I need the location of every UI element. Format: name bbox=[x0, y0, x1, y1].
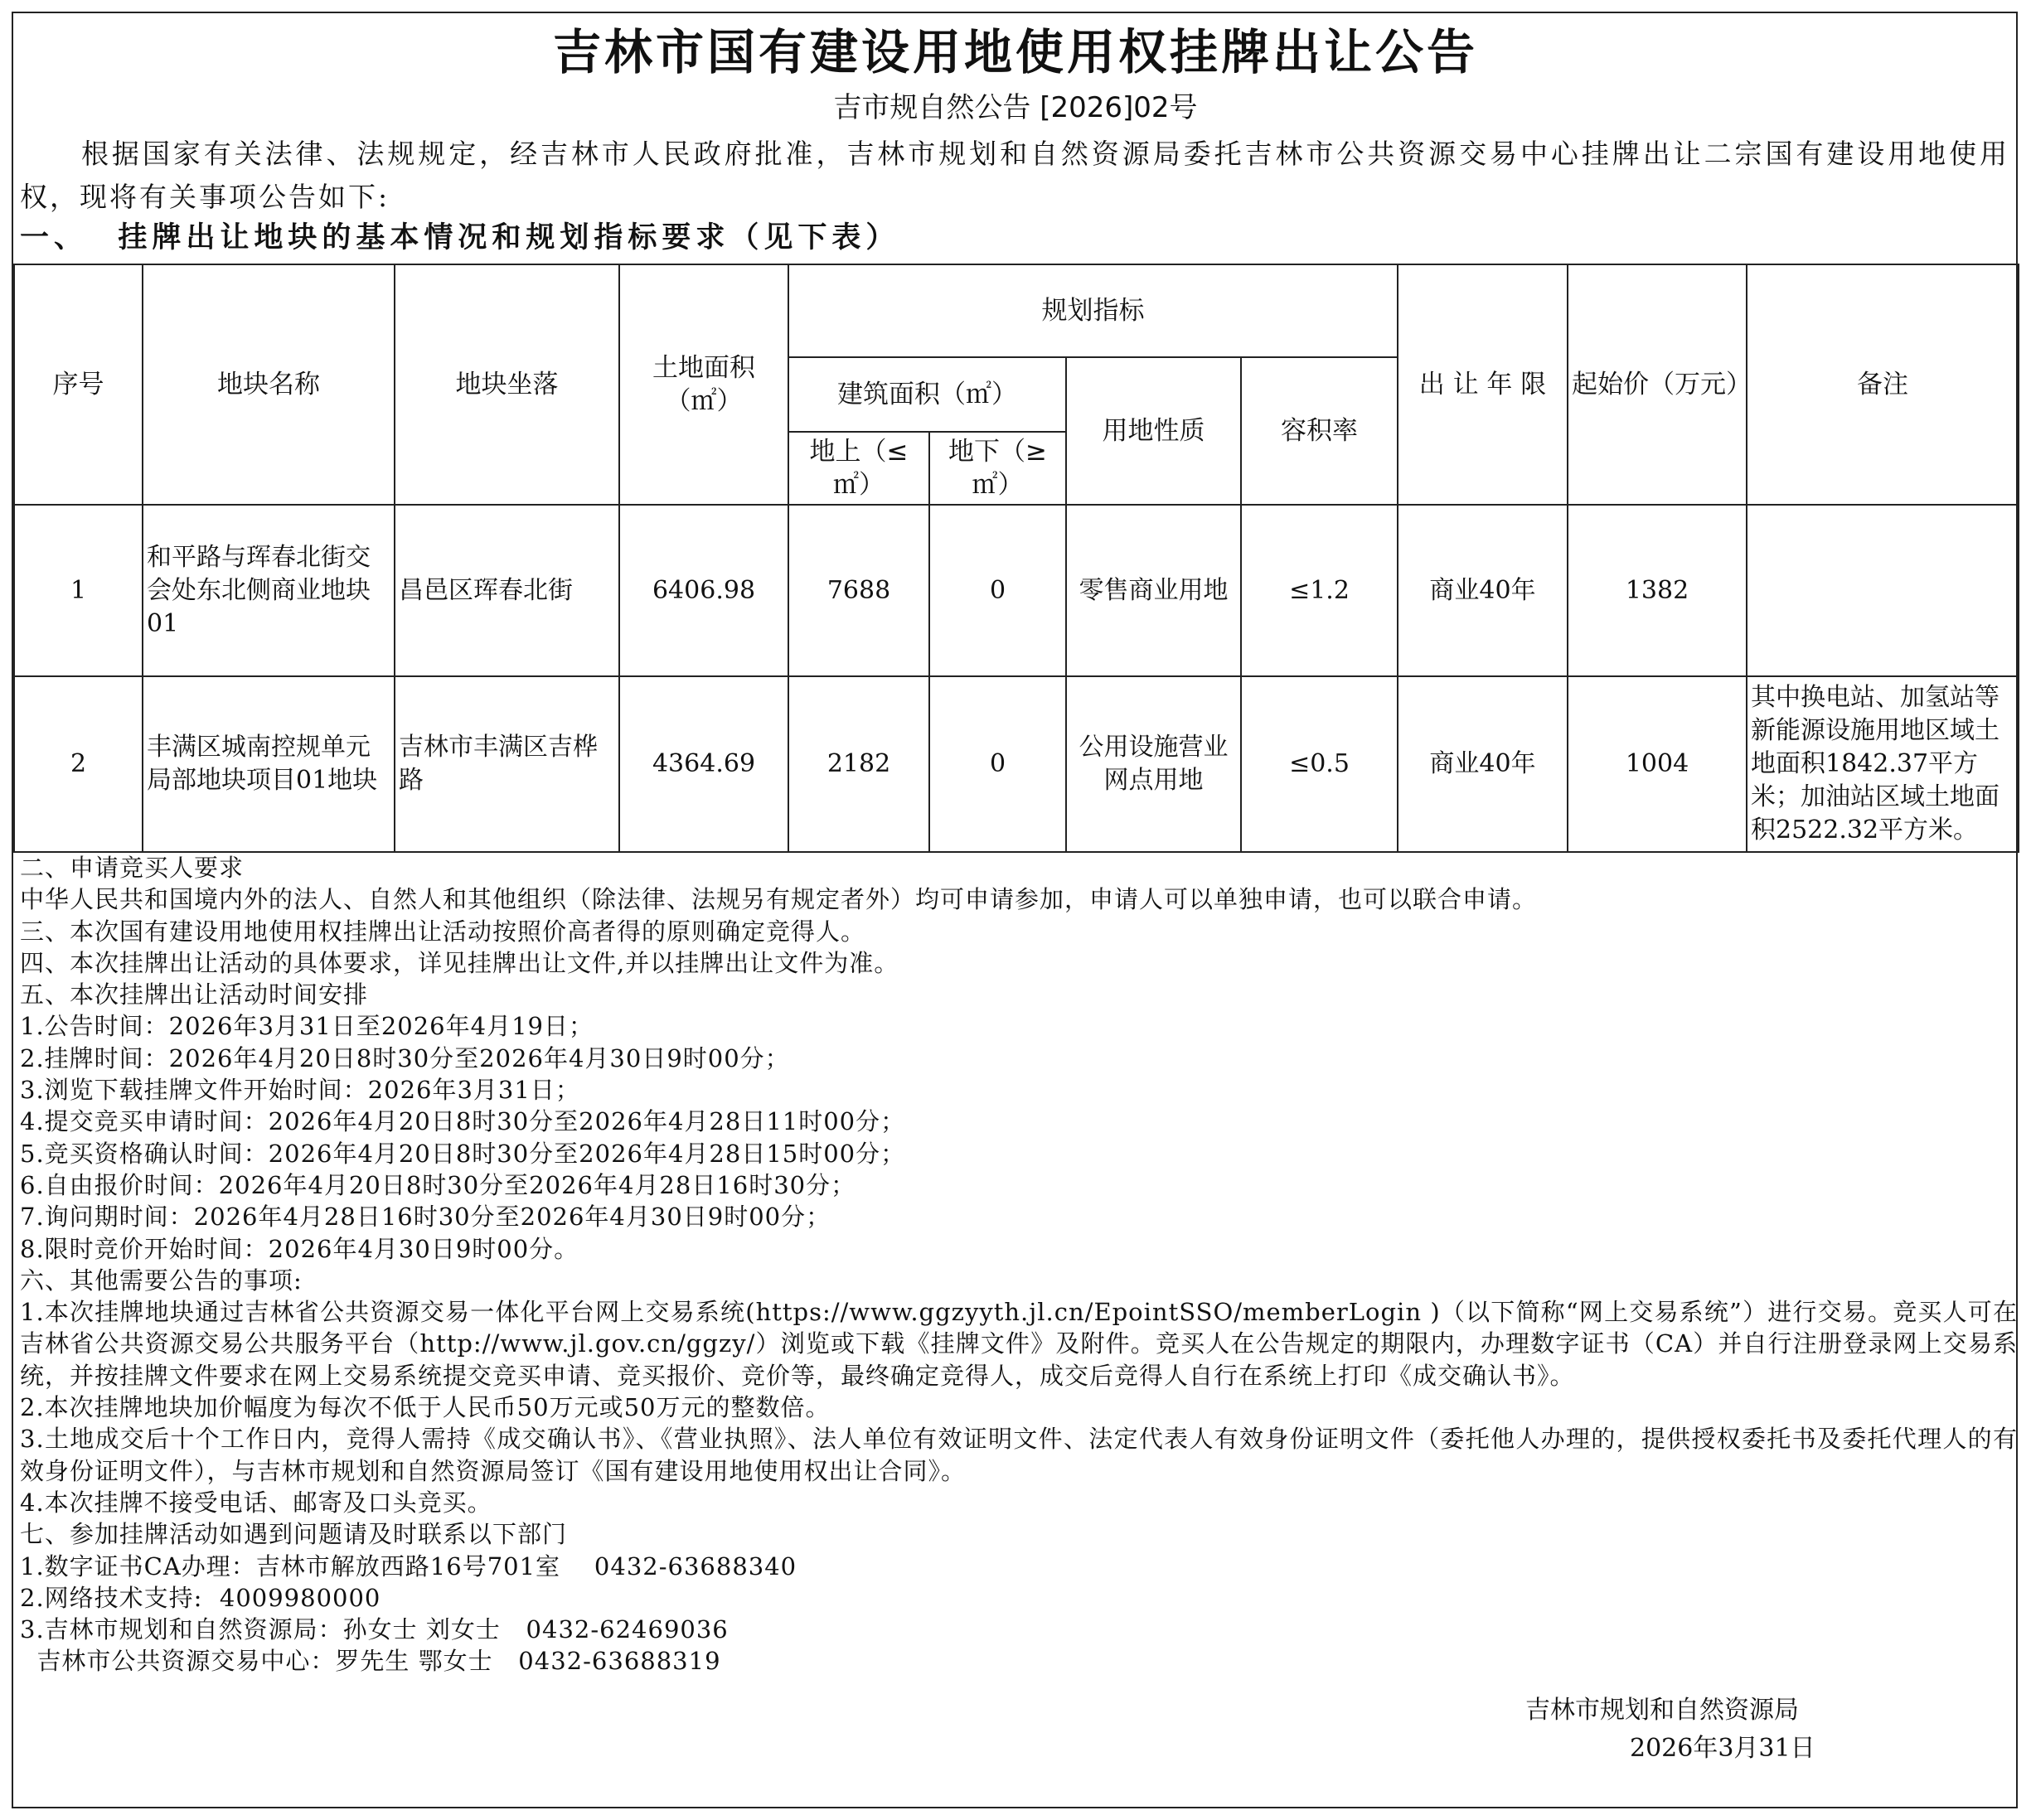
cell-far: ≤1.2 bbox=[1241, 505, 1398, 676]
header-term: 出 让 年 限 bbox=[1398, 264, 1568, 505]
header-planning: 规划指标 bbox=[788, 264, 1398, 357]
cell-use: 零售商业用地 bbox=[1066, 505, 1241, 676]
cell-use: 公用设施营业网点用地 bbox=[1066, 676, 1241, 852]
section-5-heading: 五、本次挂牌出让活动时间安排 bbox=[20, 980, 369, 1009]
schedule-item: 4.提交竞买申请时间：2026年4月20日8时30分至2026年4月28日11时00分； bbox=[20, 1107, 906, 1136]
section-2-text: 中华人民共和国境内外的法人、自然人和其他组织（除法律、法规另有规定者外）均可申请参加，申请人可以单独申请，也可以联合申请。 bbox=[20, 885, 1538, 914]
cell-area: 4364.69 bbox=[619, 676, 788, 852]
header-build-area: 建筑面积（㎡） bbox=[788, 357, 1066, 432]
cell-above: 7688 bbox=[788, 505, 929, 676]
schedule-item: 1.公告时间：2026年3月31日至2026年4月19日； bbox=[20, 1012, 594, 1041]
schedule-item: 3.浏览下载挂牌文件开始时间：2026年3月31日； bbox=[20, 1076, 580, 1105]
header-name: 地块名称 bbox=[143, 264, 395, 505]
header-area: 土地面积（㎡） bbox=[619, 264, 788, 505]
section-2-heading: 二、申请竞买人要求 bbox=[20, 854, 245, 882]
section-4-text: 四、本次挂牌出让活动的具体要求，详见挂牌出让文件,并以挂牌出让文件为准。 bbox=[20, 948, 899, 977]
header-use: 用地性质 bbox=[1066, 357, 1241, 505]
cell-price: 1004 bbox=[1568, 676, 1747, 852]
other-item-4: 4.本次挂牌不接受电话、邮寄及口头竞买。 bbox=[20, 1488, 492, 1517]
land-table bbox=[13, 264, 2019, 853]
contact-item: 2.网络技术支持: 4009980000 bbox=[20, 1583, 381, 1612]
intro-paragraph: 根据国家有关法律、法规规定，经吉林市人民政府批准，吉林市规划和自然资源局委托吉林市公共资源交易中心挂牌出让二宗国有建设用地使用权，现将有关事项公告如下: bbox=[20, 138, 2009, 213]
cell-seq: 2 bbox=[14, 676, 143, 852]
cell-location: 吉林市丰满区吉桦路 bbox=[395, 676, 619, 852]
cell-below: 0 bbox=[929, 505, 1066, 676]
header-below: 地下（≥㎡） bbox=[929, 432, 1066, 505]
cell-below: 0 bbox=[929, 676, 1066, 852]
table-row bbox=[14, 505, 2019, 676]
cell-term: 商业40年 bbox=[1398, 676, 1568, 852]
schedule-item: 7.询问期时间：2026年4月28日16时30分至2026年4月30日9时00分； bbox=[20, 1203, 831, 1232]
contact-item: 3.吉林市规划和自然资源局：孙女士 刘女士 0432-62469036 bbox=[20, 1615, 729, 1644]
cell-remark: 其中换电站、加氢站等新能源设施用地区域土地面积1842.37平方米；加油站区域土地面积2522.32平方米。 bbox=[1747, 676, 2019, 852]
cell-above: 2182 bbox=[788, 676, 929, 852]
schedule-item: 8.限时竞价开始时间：2026年4月30日9时00分。 bbox=[20, 1234, 579, 1263]
section-7-heading: 七、参加挂牌活动如遇到问题请及时联系以下部门 bbox=[20, 1520, 568, 1549]
cell-seq: 1 bbox=[14, 505, 143, 676]
table-row bbox=[14, 676, 2019, 852]
notice-body bbox=[20, 852, 2018, 1677]
header-above: 地上（≤㎡） bbox=[788, 432, 929, 505]
other-item-2: 2.本次挂牌地块加价幅度为每次不低于人民币50万元或50万元的整数倍。 bbox=[20, 1393, 831, 1422]
header-remark: 备注 bbox=[1747, 264, 2019, 505]
header-price: 起始价（万元） bbox=[1568, 264, 1747, 505]
cell-name: 丰满区城南控规单元局部地块项目01地块 bbox=[143, 676, 395, 852]
schedule-item: 5.竞买资格确认时间：2026年4月20日8时30分至2026年4月28日15时00分； bbox=[20, 1139, 906, 1168]
document-number: 吉市规自然公告 [2026]02号 bbox=[833, 91, 1198, 124]
section-6-heading: 六、其他需要公告的事项: bbox=[20, 1266, 303, 1295]
cell-term: 商业40年 bbox=[1398, 505, 1568, 676]
issue-date: 2026年3月31日 bbox=[1630, 1734, 1815, 1763]
issuer-signature: 吉林市规划和自然资源局 bbox=[1525, 1696, 1799, 1725]
cell-far: ≤0.5 bbox=[1241, 676, 1398, 852]
cell-area: 6406.98 bbox=[619, 505, 788, 676]
other-item-1: 1.本次挂牌地块通过吉林省公共资源交易一体化平台网上交易系统(https://www.ggzyyth.jl.cn/EpointSSO/memberLogin )（以下简称“网上交易系统”）进行交易。竞买人可在吉林省公共资源交易公共服务平台（http://www.jl.gov.cn/ggzy/）浏览或下载《挂牌文件》及附件。竞买人在公告规定的期限内，办理数字证书（CA）并自行注册登录网上交易系统，并按挂牌文件要求在网上交易系统提交竞买申请、竞买报价、竞价等，最终确定竞得人，成交后竞得人自行在系统上打印《成交确认书》。 bbox=[20, 1298, 2018, 1390]
cell-name: 和平路与珲春北街交会处东北侧商业地块01 bbox=[143, 505, 395, 676]
contact-item: 1.数字证书CA办理：吉林市解放西路16号701室 0432-63688340 bbox=[20, 1551, 797, 1580]
header-far: 容积率 bbox=[1241, 357, 1398, 505]
section-3-text: 三、本次国有建设用地使用权挂牌出让活动按照价高者得的原则确定竞得人。 bbox=[20, 917, 866, 946]
page-title: 吉林市国有建设用地使用权挂牌出让公告 bbox=[552, 24, 1478, 80]
contact-item: 吉林市公共资源交易中心：罗先生 鄂女士 0432-63688319 bbox=[20, 1647, 721, 1676]
schedule-item: 2.挂牌时间：2026年4月20日8时30分至2026年4月30日9时00分； bbox=[20, 1043, 790, 1072]
cell-price: 1382 bbox=[1568, 505, 1747, 676]
other-item-3: 3.土地成交后十个工作日内，竞得人需持《成交确认书》、《营业执照》、法人单位有效证明文件、法定代表人有效身份证明文件（委托他人办理的，提供授权委托书及委托代理人的有效身份证明文件），与吉林市规划和自然资源局签订《国有建设用地使用权出让合同》。 bbox=[20, 1425, 2018, 1485]
cell-remark bbox=[1747, 505, 2019, 676]
header-seq: 序号 bbox=[14, 264, 143, 505]
header-location: 地块坐落 bbox=[395, 264, 619, 505]
section-1-heading: 一、 挂牌出让地块的基本情况和规划指标要求（见下表） bbox=[20, 221, 900, 254]
cell-location: 昌邑区珲春北街 bbox=[395, 505, 619, 676]
schedule-item: 6.自由报价时间：2026年4月20日8时30分至2026年4月28日16时30分； bbox=[20, 1170, 856, 1199]
